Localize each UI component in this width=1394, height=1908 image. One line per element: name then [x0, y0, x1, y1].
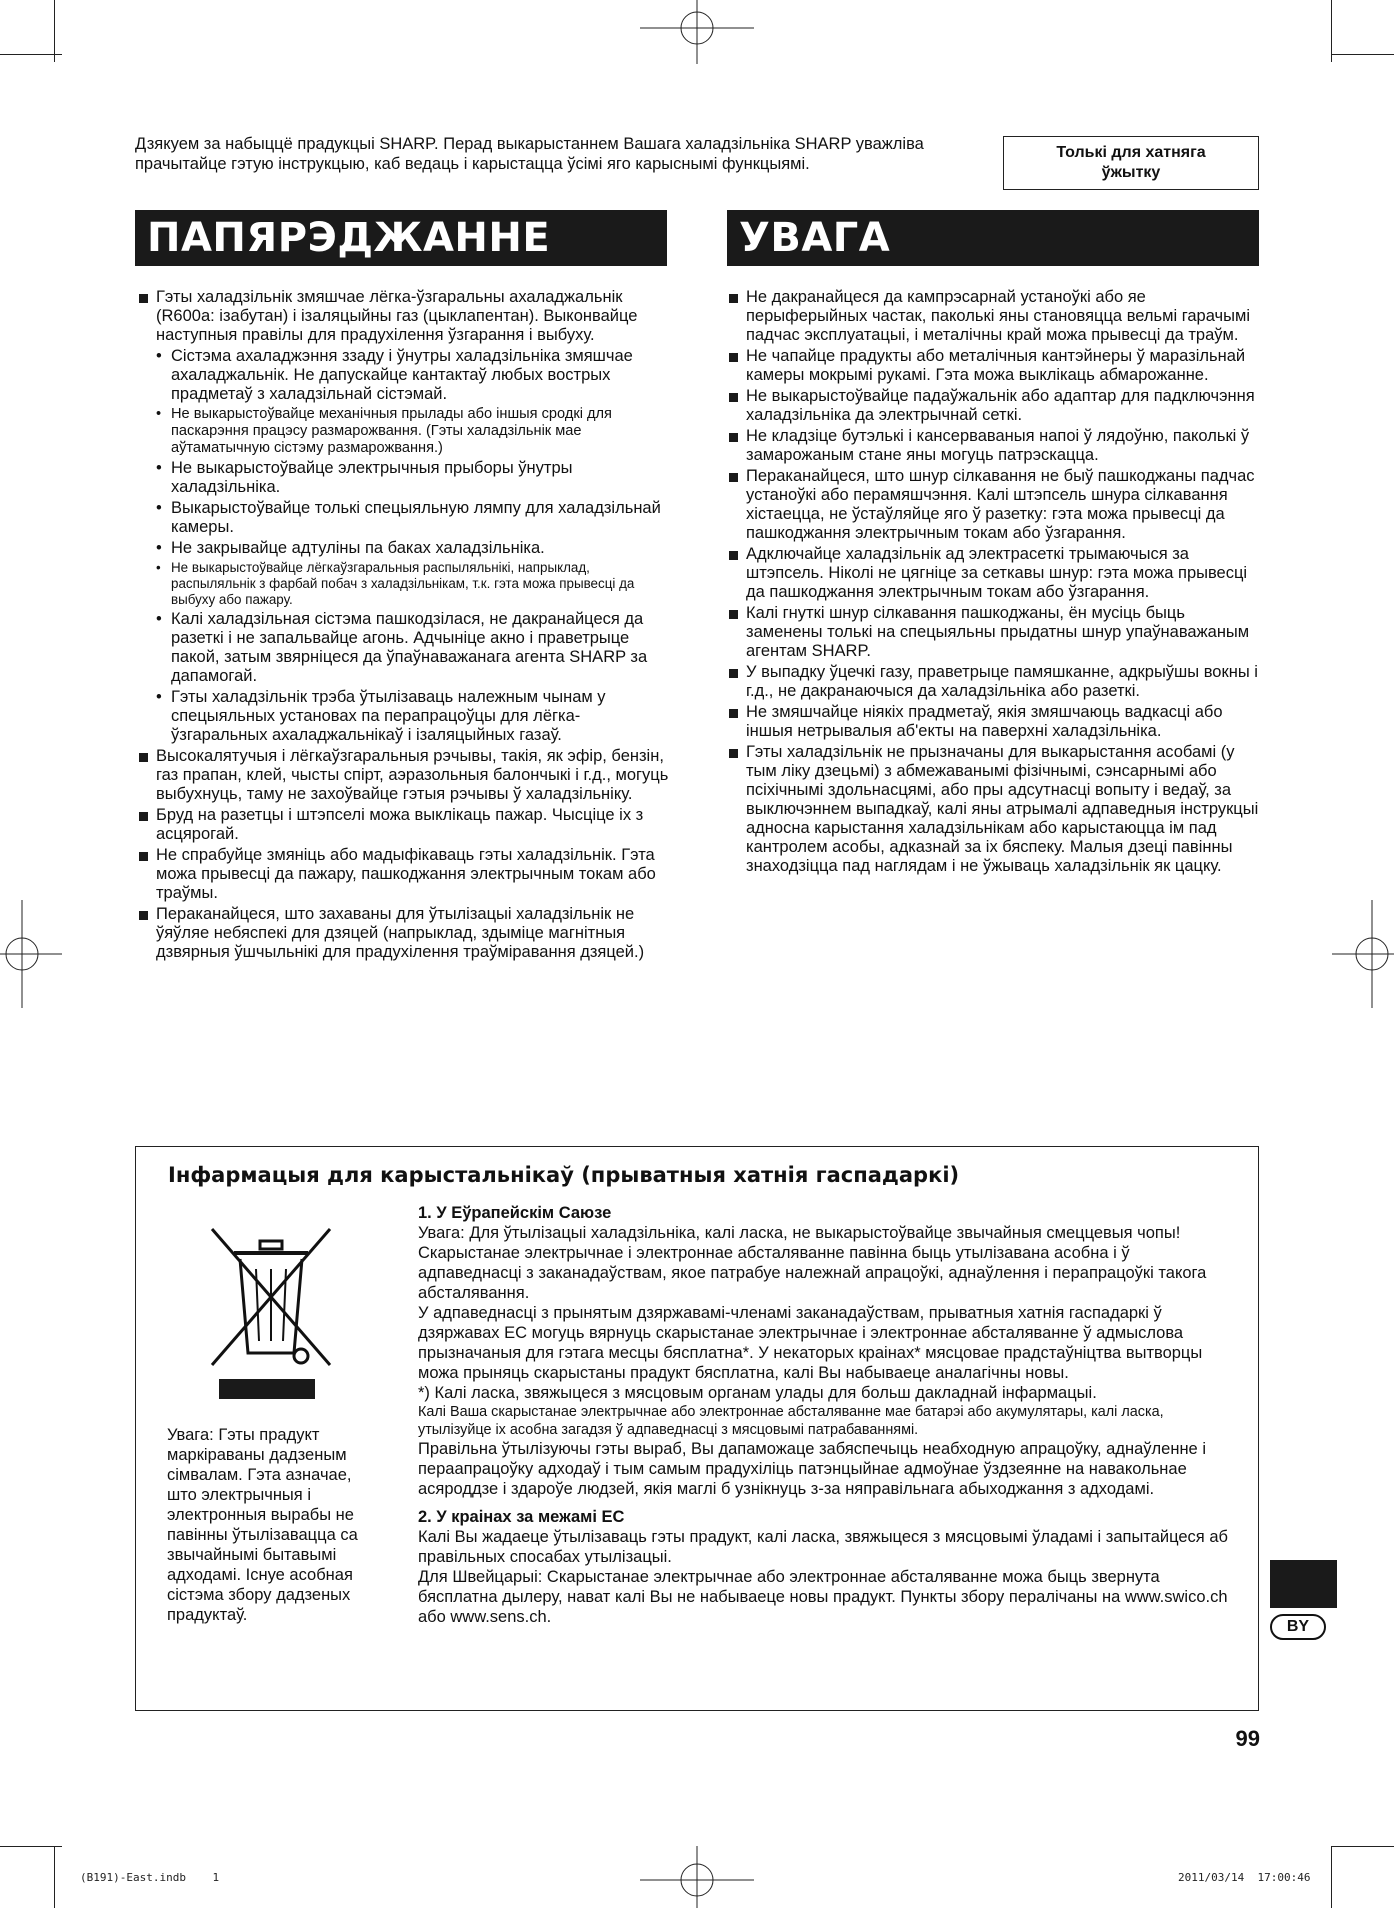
list-item: Пераканайцеся, што захаваны для ўтылізацыі халадзільнік не ўяўляе небяспекі для дзяцей (напрыклад, здыміце магнітныя дзвярныя ўшчыльнікі для прадухілення траўміравання дзяцей.): [137, 905, 669, 962]
registration-mark-bottom: [640, 1846, 754, 1908]
paragraph: Калі Вы жадаеце ўтылізаваць гэты прадукт, калі ласка, звяжыцеся з мясцовымі ўладамі і запытайцеся аб правільных спосабах утылізацыі.: [418, 1528, 1228, 1566]
warning-column: [137, 288, 669, 964]
bullet-square-icon: [729, 433, 738, 442]
section-title: 1. У Еўрапейскім Саюзе: [418, 1204, 612, 1222]
list-subitem: • Гэты халадзільнік трэба ўтылізаваць належным чынам у спецыяльных установах па перапрацоўцы для лёгка-ўзгаральных ахаладжальнікаў і ізаляцыйных газаў.: [156, 688, 606, 744]
list-subitem: • Калі халадзільная сістэма пашкодзілася, не дакранайцеся да разеткі і не запальвайце агонь. Адчыніце акно і праветрыце пакой, затым звярніцеся да ўпаўнаважанага агента SHARP за дапамогай.: [156, 610, 648, 685]
bullet-square-icon: [729, 709, 738, 718]
caution-heading: УВАГА: [727, 210, 1259, 266]
list-subitem: • Не выкарыстоўвайце лёгкаўзгаральныя распыляльнікі, напрыклад, распыляльнік з фарбай побач з халадзільнікам, т.к. гэта можа прывесці да выбуху або пажару.: [156, 560, 635, 607]
registration-mark-top: [640, 0, 754, 64]
list-item: Высокалятучыя і лёгкаўзгаральныя рэчывы, такія, як эфір, бензін, газ прапан, клей, чысты спірт, аэразольныя балончыкі і г.д., могуць выбухнуць, таму не захоўвайце гэтыя рэчывы ў халадзільніку.: [137, 747, 669, 804]
language-badge: BY: [1270, 1614, 1326, 1640]
list-item: Пераканайцеся, што шнур сілкавання не быў пашкоджаны падчас устаноўкі або перамяшчэння. Калі штэпсель шнура сілкавання хістаецца, не ўстаўляйце яго ў разетку: гэта можа прывесці да пашкоджання электрычным токам або ўзгарання.: [727, 467, 1261, 543]
list-subitem: • Сістэма ахаладжэння ззаду і ўнутры халадзільніка змяшчае ахаладжальнік. Не дапускайце кантактаў любых вострых прадметаў з халадзільнай сістэмай.: [156, 347, 633, 403]
list-item: Не дакранайцеся да кампрэсарнай устаноўкі або яе перыферыйных частак, паколькі яны становяцца вельмі гарачымі падчас эксплуатацыі, і металічны край можа прывесці да траўм.: [727, 288, 1261, 345]
info-title: Інфармацыя для карыстальнікаў (прыватныя хатнія гаспадаркі): [168, 1163, 960, 1187]
bullet-square-icon: [729, 610, 738, 619]
warning-heading: ПАПЯРЭДЖАННЕ: [135, 210, 667, 266]
bin-underline-bar: [219, 1379, 315, 1399]
bullet-square-icon: [139, 852, 148, 861]
registration-mark-left: [0, 900, 62, 1008]
bullet-square-icon: [729, 669, 738, 678]
info-details: [418, 1203, 1228, 1627]
paragraph: Увага: Для ўтылізацыі халадзільніка, калі ласка, не выкарыстоўвайце звычайныя смеццевыя чопы!: [418, 1224, 1181, 1242]
list-item: Адключайце халадзільнік ад электрасеткі трымаючыся за штэпсель. Ніколі не цягніце за сеткавы шнур: гэта можа прывесці да пашкоджання электрычным токам або ўзгарання.: [727, 545, 1261, 602]
list-item: Не спрабуйце змяніць або мадыфікаваць гэты халадзільнік. Гэта можа прывесці да пажару, пашкоджання электрычным токам або траўмы.: [137, 846, 669, 903]
bullet-square-icon: [139, 753, 148, 762]
paragraph: *) Калі ласка, звяжыцеся з мясцовым органам улады для больш дакладнай інфармацыі.: [418, 1384, 1097, 1402]
page-number: 99: [1235, 1726, 1260, 1751]
footer-timestamp: 2011/03/14 17:00:46: [1178, 1871, 1311, 1884]
paragraph: Скарыстанае электрычнае і электроннае абсталяванне павінна быць утылізавана асобна і ў адпаведнасці з заканадаўствам, якое патрабуе належнай апрацоўкі, аднаўлення і перапрацоўкі такога абсталявання.: [418, 1244, 1207, 1302]
list-item: У выпадку ўцечкі газу, праветрыце памяшканне, адкрыўшы вокны і г.д., не дакранаючыся да халадзільніка або разеткі.: [727, 663, 1261, 701]
list-subitem: • Не выкарыстоўвайце электрычныя прыборы ўнутры халадзільніка.: [156, 459, 573, 496]
crossed-bin-icon: [204, 1223, 338, 1383]
bullet-square-icon: [139, 812, 148, 821]
list-item: Бруд на разетцы і штэпселі можа выклікаць пажар. Чысціце іх з асцярогай.: [137, 806, 669, 844]
section-tab: [1270, 1560, 1337, 1608]
paragraph: У адпаведнасці з прынятым дзяржавамі-членамі заканадаўствам, прыватныя хатнія гаспадаркі ў дзяржавах ЕС могуць вярнуць скарыстанае электрычнае і электроннае абсталяванне ў адмыслова прызначаныя для гэтага месцы бясплатна*. У некаторых краінах* мясцовае прадстаўніцтва вытворцы можа прыняць скарыстаны прадукт бясплатна, калі Вы набываеце аналагічны новы.: [418, 1304, 1203, 1382]
registration-mark-right: [1332, 900, 1394, 1008]
list-item: Калі гнуткі шнур сілкавання пашкоджаны, ён мусіць быць заменены толькі на спецыяльны прыдатны шнур упаўнаважаным агентам SHARP.: [727, 604, 1261, 661]
intro-text: Дзякуем за набыццё прадукцыі SHARP. Перад выкарыстаннем Вашага халадзільніка SHARP уважліва прачытайце гэтую інструкцыю, каб ведаць і карыстацца ўсімі яго карыснымі функцыямі.: [135, 135, 924, 173]
footer-file-info: (B191)-East.indb 1: [80, 1871, 220, 1884]
list-item: Гэты халадзільнік змяшчае лёгка-ўзгаральны ахаладжальнік (R600a: ізабутан) і ізаляцыйны газ (цыклапентан). Выконвайце наступныя правілы для прадухілення ўзгарання і выбуху.: [137, 288, 669, 345]
list-item: Не змяшчайце ніякіх прадметаў, якія змяшчаюць вадкасці або іншыя нетрывалыя аб'екты на паверхні халадзільніка.: [727, 703, 1261, 741]
info-note: Увага: Гэты прадукт маркіраваны дадзеным сімвалам. Гэта азначае, што электрычныя і электронныя вырабы не павінны ўтылізавацца са звычайнымі бытавымі адходамі. Існуе асобная сістэма збору дадзеных прадуктаў.: [167, 1426, 358, 1624]
paragraph: Правільна ўтылізуючы гэты выраб, Вы дапаможаце забяспечыць неабходную апрацоўку, аднаўленне і пераапрацоўку адходаў і тым самым прадухіліць патэнцыйнае адмоўнае ўздзеянне на навакольнае асяроддзе і здароўе людзей, якія маглі б узнікнуць з-за няправільнага абыходжання з адходамі.: [418, 1440, 1206, 1498]
list-subitem: • Не выкарыстоўвайце механічныя прылады або іншыя сродкі для паскарэння працэсу размарожвання. (Гэты халадзільнік мае аўтаматычную сістэму размарожвання.): [156, 406, 612, 456]
list-item: Гэты халадзільнік не прызначаны для выкарыстання асобамі (у тым ліку дзецьмі) з абмежаванымі фізічнымі, сэнсарнымі або псіхічнымі здольнасцямі, або пры адсутнасці вопыту і ведаў, за выключэннем выпадкаў, калі яны атрымалі адпаведныя інструкцыі адносна карыстання халадзільнікам або карыстаюцца ім пад кантролем асобы, адказнай за іх бяспеку. Малыя дзеці павінны знаходзіцца пад наглядам і не ўжываць халадзільнік як цацку.: [727, 743, 1261, 876]
list-item: Не чапайце прадукты або металічныя кантэйнеры ў маразільнай камеры мокрымі рукамі. Гэта можа выклікаць абмарожанне.: [727, 347, 1261, 385]
list-subitem: • Не закрывайце адтуліны па баках халадзільніка.: [156, 539, 545, 557]
domestic-use-badge: Толькі для хатняга ўжытку: [1003, 136, 1259, 190]
bullet-square-icon: [139, 911, 148, 920]
list-item: Не кладзіце бутэлькі і кансерваваныя напоі ў лядоўню, паколькі ў замарожаным стане яны могуць патрэскацца.: [727, 427, 1261, 465]
paragraph: Для Швейцарыі: Скарыстанае электрычнае або электроннае абсталяванне можа быць звернута бясплатна дылеру, нават калі Вы не набываеце новы прадукт. Пункты збору пералічаны на www.swico.ch або www.sens.ch.: [418, 1568, 1228, 1626]
bullet-square-icon: [729, 393, 738, 402]
bullet-square-icon: [729, 551, 738, 560]
paragraph: Калі Ваша скарыстанае электрычнае або электроннае абсталяванне мае батарэі або акумулятары, калі ласка, утылізуйце іх асобна загадзя ў адпаведнасці з мясцовымі патрабаваннямі.: [418, 1404, 1164, 1438]
bullet-square-icon: [729, 294, 738, 303]
list-subitem: • Выкарыстоўвайце толькі спецыяльную лямпу для халадзільнай камеры.: [156, 499, 661, 536]
bullet-square-icon: [139, 294, 148, 303]
bullet-square-icon: [729, 749, 738, 758]
bullet-square-icon: [729, 473, 738, 482]
list-item: Не выкарыстоўвайце падаўжальнік або адаптар для падключэння халадзільніка да электрычнай сеткі.: [727, 387, 1261, 425]
bullet-square-icon: [729, 353, 738, 362]
disposal-info-box: [135, 1146, 1259, 1711]
caution-column: [727, 288, 1261, 878]
section-title: 2. У краінах за межамі ЕС: [418, 1508, 625, 1526]
